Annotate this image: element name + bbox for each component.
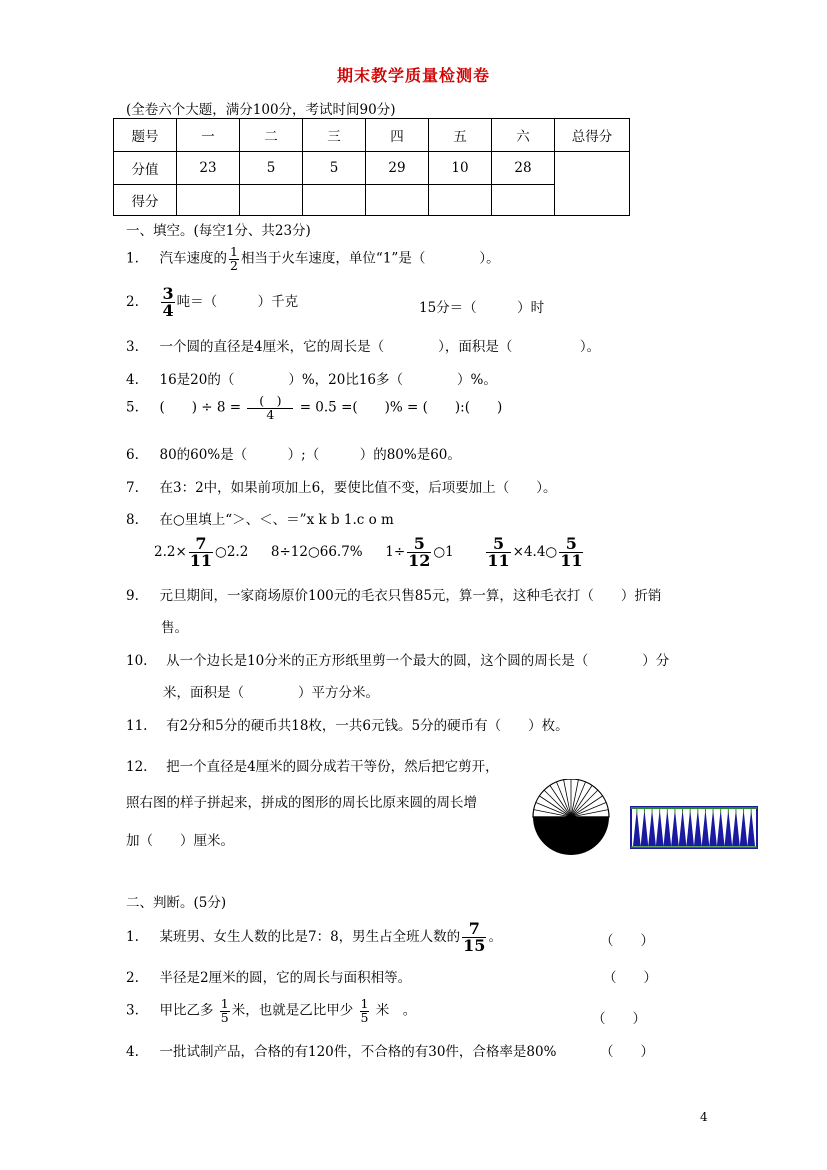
question-9-cont: 售。 — [161, 620, 188, 636]
score-cell[interactable] — [492, 185, 555, 216]
q-number: 1. — [126, 929, 139, 945]
score-cell[interactable] — [240, 185, 303, 216]
question-10 — [126, 649, 669, 669]
question-7 — [126, 476, 557, 496]
values-label: 分值 — [114, 152, 177, 185]
judge-1 — [126, 921, 502, 954]
fraction: $\frac{7}{15}$ — [463, 919, 486, 955]
expr-text: ×4.4○ — [512, 544, 558, 560]
q-number: 4. — [126, 1044, 139, 1060]
q-number: 6. — [126, 447, 139, 463]
question-9 — [126, 584, 661, 604]
question-8-expressions — [154, 536, 585, 569]
judge-2-answer[interactable]: （ ） — [603, 970, 657, 986]
expr-text: 2.2× — [154, 544, 187, 560]
q-number: 7. — [126, 480, 139, 496]
question-12-cont2: 加（ ）厘米。 — [126, 833, 234, 849]
q-number: 1. — [126, 250, 139, 267]
value-cell: 5 — [303, 152, 366, 185]
expr-text: ○1 — [433, 544, 454, 560]
header-cell: 一 — [177, 119, 240, 152]
fraction: $\frac{5}{11}$ — [560, 534, 583, 570]
question-12-cont: 照右图的样子拼起来，拼成的图形的周长比原来圆的周长增 — [126, 795, 477, 811]
total-score-cell[interactable] — [555, 152, 630, 216]
score-table — [113, 118, 630, 216]
judge-3-answer[interactable]: （ ） — [592, 1011, 646, 1027]
q-number: 11. — [126, 718, 148, 734]
q-text: 有2分和5分的硬币共18枚，一共6元钱。5分的硬币有（ ）枚。 — [166, 718, 569, 734]
q-text: 某班男、女生人数的比是7：8，男生占全班人数的 — [159, 929, 461, 945]
q-number: 12. — [126, 759, 148, 775]
question-2 — [126, 286, 298, 319]
q-text: 汽车速度的 — [159, 250, 227, 267]
fraction: $\frac{1}{2}$ — [229, 244, 238, 273]
q-text: 一个圆的直径是4厘米，它的周长是（ ），面积是（ ）。 — [159, 339, 601, 355]
fraction: $\frac{1}{5}$ — [360, 996, 369, 1025]
question-2b: 15分＝（ ）时 — [419, 300, 545, 316]
score-cell[interactable] — [429, 185, 492, 216]
expr-text: 1÷ — [385, 544, 406, 560]
score-cell[interactable] — [177, 185, 240, 216]
score-label: 得分 — [114, 185, 177, 216]
question-3 — [126, 335, 600, 355]
circle-sectors-figure — [530, 779, 612, 857]
fraction: $\frac{5}{12}$ — [408, 534, 431, 570]
question-4 — [126, 368, 497, 388]
question-12 — [126, 755, 499, 775]
q-number: 8. — [126, 512, 139, 528]
value-cell: 23 — [177, 152, 240, 185]
judge-4-answer[interactable]: （ ） — [600, 1044, 654, 1060]
header-cell: 六 — [492, 119, 555, 152]
q-number: 2. — [126, 294, 139, 310]
value-cell: 29 — [366, 152, 429, 185]
fraction: $\frac{5}{11}$ — [487, 534, 510, 570]
fraction: $\frac{1}{5}$ — [220, 996, 229, 1025]
score-cell[interactable] — [366, 185, 429, 216]
page-number: 4 — [700, 1110, 708, 1124]
rearranged-parallelogram-figure — [630, 805, 758, 850]
header-cell: 二 — [240, 119, 303, 152]
q-number: 2. — [126, 970, 139, 986]
q-text: = 0.5 =( )% = ( ):( ) — [299, 399, 503, 416]
q-number: 3. — [126, 339, 139, 355]
question-5 — [126, 395, 502, 421]
page-title: 期末教学质量检测卷 — [336, 66, 490, 85]
judge-1-answer[interactable]: （ ） — [600, 933, 654, 949]
header-cell: 题号 — [114, 119, 177, 152]
q-text: 把一个直径是4厘米的圆分成若干等份，然后把它剪开， — [166, 759, 499, 775]
q-text: 元旦期间，一家商场原价100元的毛衣只售85元，算一算，这种毛衣打（ ）折销 — [159, 588, 662, 604]
expr-text: 8÷12○66.7% — [270, 544, 363, 560]
q-text: 。 — [488, 929, 502, 945]
q-number: 10. — [126, 653, 148, 669]
q-text: 在○里填上“＞、＜、＝”x k b 1.c o m — [159, 512, 394, 528]
q-text: 一批试制产品，合格的有120件，不合格的有30件，合格率是80% — [159, 1044, 557, 1060]
judge-2 — [126, 966, 411, 986]
q-text: 吨＝（ ）千克 — [176, 294, 299, 310]
value-cell: 5 — [240, 152, 303, 185]
q-text: 从一个边长是10分米的正方形纸里剪一个最大的圆，这个圆的周长是（ ）分 — [166, 653, 670, 669]
header-cell: 五 — [429, 119, 492, 152]
judge-3 — [126, 998, 416, 1024]
q-text: 相当于火车速度，单位“1”是（ ）。 — [240, 250, 500, 267]
value-cell: 10 — [429, 152, 492, 185]
fraction: $\frac{3}{4}$ — [162, 284, 174, 320]
header-cell: 三 — [303, 119, 366, 152]
section1-heading: 一、填空。(每空1分、共23分) — [126, 223, 311, 239]
q-text: 甲比乙多 — [159, 1002, 214, 1019]
q-text: 在3：2中，如果前项加上6，要使比值不变，后项要加上（ ）。 — [159, 480, 557, 496]
section2-heading: 二、判断。(5分) — [126, 895, 227, 911]
q-text: 米，也就是乙比甲少 — [231, 1002, 354, 1019]
question-1 — [126, 246, 500, 272]
header-cell: 四 — [366, 119, 429, 152]
question-10-cont: 米，面积是（ ）平方分米。 — [163, 685, 379, 701]
value-cell: 28 — [492, 152, 555, 185]
q-number: 3. — [126, 1002, 139, 1019]
q-text: 16是20的（ ）%，20比16多（ ）%。 — [159, 372, 497, 388]
question-11 — [126, 714, 569, 734]
q-text: 半径是2厘米的圆，它的周长与面积相等。 — [159, 970, 412, 986]
judge-4 — [126, 1040, 556, 1060]
score-cell[interactable] — [303, 185, 366, 216]
q-number: 5. — [126, 399, 139, 416]
q-number: 4. — [126, 372, 139, 388]
q-number: 9. — [126, 588, 139, 604]
question-8 — [126, 508, 394, 528]
q-text: ( ) ÷ 8 = — [159, 399, 242, 416]
q-text: 米 。 — [375, 1002, 417, 1019]
exam-note: (全卷六个大题，满分100分，考试时间90分) — [126, 102, 396, 118]
question-6 — [126, 443, 461, 463]
header-cell: 总得分 — [555, 119, 630, 152]
fraction: $\frac{7}{11}$ — [189, 534, 213, 570]
fraction: $\frac{( )}{4}$ — [247, 395, 293, 421]
expr-text: ○2.2 — [215, 544, 249, 560]
q-text: 80的60%是（ ）;（ ）的80%是60。 — [159, 447, 461, 463]
